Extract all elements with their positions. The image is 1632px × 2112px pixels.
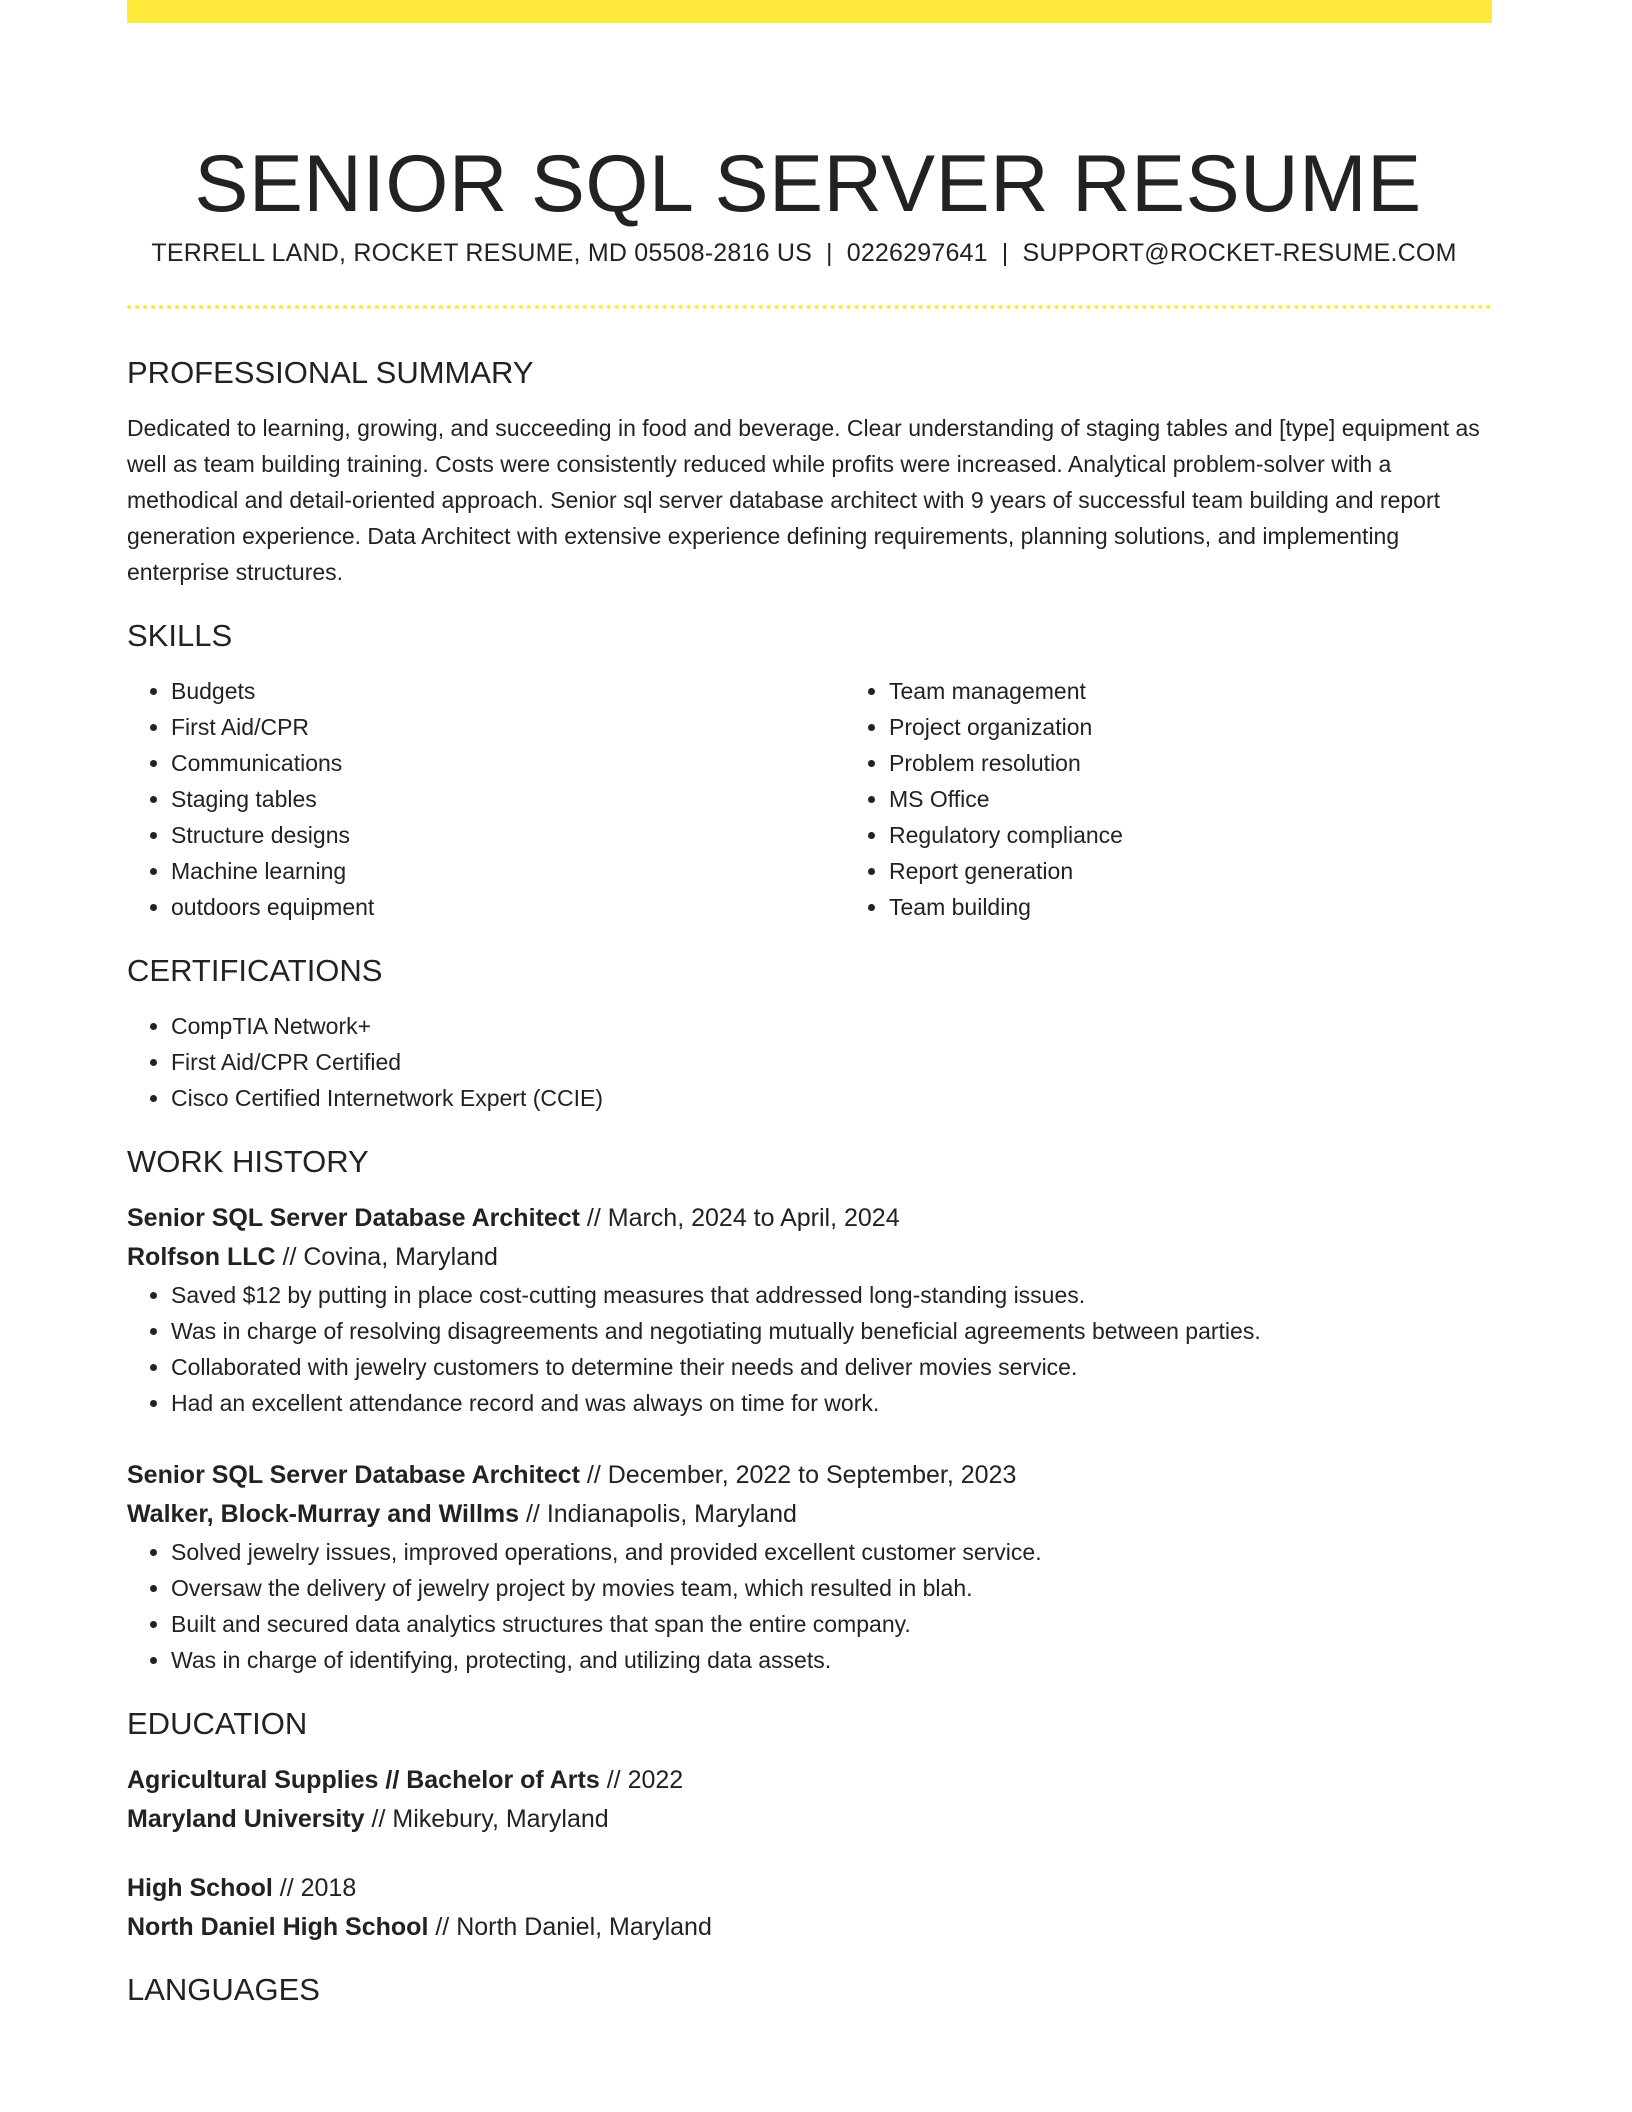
list-item: • Cisco Certified Internetwork Expert (CCIE) bbox=[171, 1080, 1497, 1116]
education-school-line bbox=[127, 1908, 1497, 1947]
job-title-line bbox=[127, 1456, 1497, 1495]
list-item: • Team management bbox=[889, 673, 1563, 709]
contact-phone: 0226297641 bbox=[846, 239, 988, 267]
education-section bbox=[127, 1701, 1497, 1947]
list-item: • outdoors equipment bbox=[171, 889, 845, 925]
education-degree: Agricultural Supplies // Bachelor of Arts bbox=[127, 1766, 600, 1794]
job-title-line bbox=[127, 1199, 1497, 1238]
education-degree-line bbox=[127, 1869, 1497, 1908]
skills-columns bbox=[127, 673, 1497, 925]
education-location: // Mikebury, Maryland bbox=[364, 1805, 609, 1833]
job-entry bbox=[127, 1199, 1497, 1421]
contact-email: SUPPORT@ROCKET-RESUME.COM bbox=[1022, 239, 1457, 267]
list-item: • Staging tables bbox=[171, 781, 845, 817]
contact-separator: | bbox=[1001, 239, 1009, 267]
list-item: • Was in charge of resolving disagreements and negotiating mutually beneficial agreements between parties. bbox=[171, 1313, 1497, 1349]
list-item: • MS Office bbox=[889, 781, 1563, 817]
list-item: • CompTIA Network+ bbox=[171, 1008, 1497, 1044]
skills-list-right bbox=[845, 673, 1563, 925]
section-heading: WORK HISTORY bbox=[127, 1144, 369, 1179]
work-history-section bbox=[127, 1139, 1497, 1678]
education-entry bbox=[127, 1761, 1497, 1839]
list-item: • Structure designs bbox=[171, 817, 845, 853]
job-company: Walker, Block-Murray and Willms bbox=[127, 1500, 520, 1528]
education-school-line bbox=[127, 1800, 1497, 1839]
list-item: • Solved jewelry issues, improved operations, and provided excellent customer service. bbox=[171, 1534, 1497, 1570]
education-degree: High School bbox=[127, 1874, 273, 1902]
resume-content bbox=[127, 350, 1497, 2027]
list-item: • Machine learning bbox=[171, 853, 845, 889]
resume-title: SENIOR SQL SERVER RESUME bbox=[194, 139, 1422, 230]
skills-section bbox=[127, 613, 1497, 925]
education-location: // North Daniel, Maryland bbox=[428, 1913, 712, 1941]
section-heading: CERTIFICATIONS bbox=[127, 953, 383, 988]
list-item: • Problem resolution bbox=[889, 745, 1563, 781]
summary-text: Dedicated to learning, growing, and succeeding in food and beverage. Clear understanding of staging tables and [type] equipment as well as team building training. Costs were consistently reduced while profits were increased. Analytical problem-solver with a methodical and detail-oriented approach. Senior sql server database architect with 9 years of successful team building and report generation experience. Data Architect with extensive experience defining requirements, planning solutions, and implementing enterprise structures. bbox=[127, 415, 1480, 585]
summary-section bbox=[127, 350, 1497, 590]
contact-separator: | bbox=[826, 239, 833, 267]
section-heading: EDUCATION bbox=[127, 1706, 308, 1741]
job-bullets bbox=[127, 1534, 1497, 1678]
job-dates: // March, 2024 to April, 2024 bbox=[579, 1204, 900, 1232]
education-school: North Daniel High School bbox=[127, 1913, 429, 1941]
certifications-list bbox=[127, 1008, 1497, 1116]
contact-line bbox=[0, 235, 1608, 271]
certifications-section bbox=[127, 948, 1497, 1116]
section-heading: LANGUAGES bbox=[127, 1972, 320, 2007]
education-degree-line bbox=[127, 1761, 1497, 1800]
skills-list-left bbox=[127, 673, 845, 925]
job-title: Senior SQL Server Database Architect bbox=[127, 1461, 580, 1489]
job-title: Senior SQL Server Database Architect bbox=[127, 1204, 580, 1232]
section-heading: SKILLS bbox=[127, 618, 233, 653]
education-year: // 2022 bbox=[599, 1766, 684, 1794]
list-item: • Collaborated with jewelry customers to determine their needs and deliver movies service. bbox=[171, 1349, 1497, 1385]
languages-section bbox=[127, 1967, 1497, 2013]
job-company: Rolfson LLC bbox=[127, 1243, 276, 1271]
education-entry bbox=[127, 1869, 1497, 1947]
top-accent-bar bbox=[127, 0, 1492, 23]
education-school: Maryland University bbox=[127, 1805, 365, 1833]
list-item: • Budgets bbox=[171, 673, 845, 709]
list-item: • First Aid/CPR bbox=[171, 709, 845, 745]
job-location: // Indianapolis, Maryland bbox=[519, 1500, 797, 1528]
job-entry bbox=[127, 1456, 1497, 1678]
list-item: • Regulatory compliance bbox=[889, 817, 1563, 853]
list-item: • Team building bbox=[889, 889, 1563, 925]
job-company-line bbox=[127, 1495, 1497, 1534]
list-item: • Oversaw the delivery of jewelry project by movies team, which resulted in blah. bbox=[171, 1570, 1497, 1606]
job-location: // Covina, Maryland bbox=[275, 1243, 498, 1271]
list-item: • Report generation bbox=[889, 853, 1563, 889]
education-year: // 2018 bbox=[272, 1874, 357, 1902]
list-item: • Project organization bbox=[889, 709, 1563, 745]
job-bullets bbox=[127, 1277, 1497, 1421]
list-item: • Saved $12 by putting in place cost-cutting measures that addressed long-standing issues. bbox=[171, 1277, 1497, 1313]
list-item: • Communications bbox=[171, 745, 845, 781]
section-heading: PROFESSIONAL SUMMARY bbox=[127, 355, 534, 390]
job-dates: // December, 2022 to September, 2023 bbox=[579, 1461, 1017, 1489]
dotted-divider bbox=[127, 305, 1492, 309]
list-item: • Was in charge of identifying, protecting, and utilizing data assets. bbox=[171, 1642, 1497, 1678]
list-item: • Built and secured data analytics structures that span the entire company. bbox=[171, 1606, 1497, 1642]
job-company-line bbox=[127, 1238, 1497, 1277]
list-item: • Had an excellent attendance record and was always on time for work. bbox=[171, 1385, 1497, 1421]
list-item: • First Aid/CPR Certified bbox=[171, 1044, 1497, 1080]
contact-address: TERRELL LAND, ROCKET RESUME, MD 05508-2816 US bbox=[151, 239, 813, 267]
